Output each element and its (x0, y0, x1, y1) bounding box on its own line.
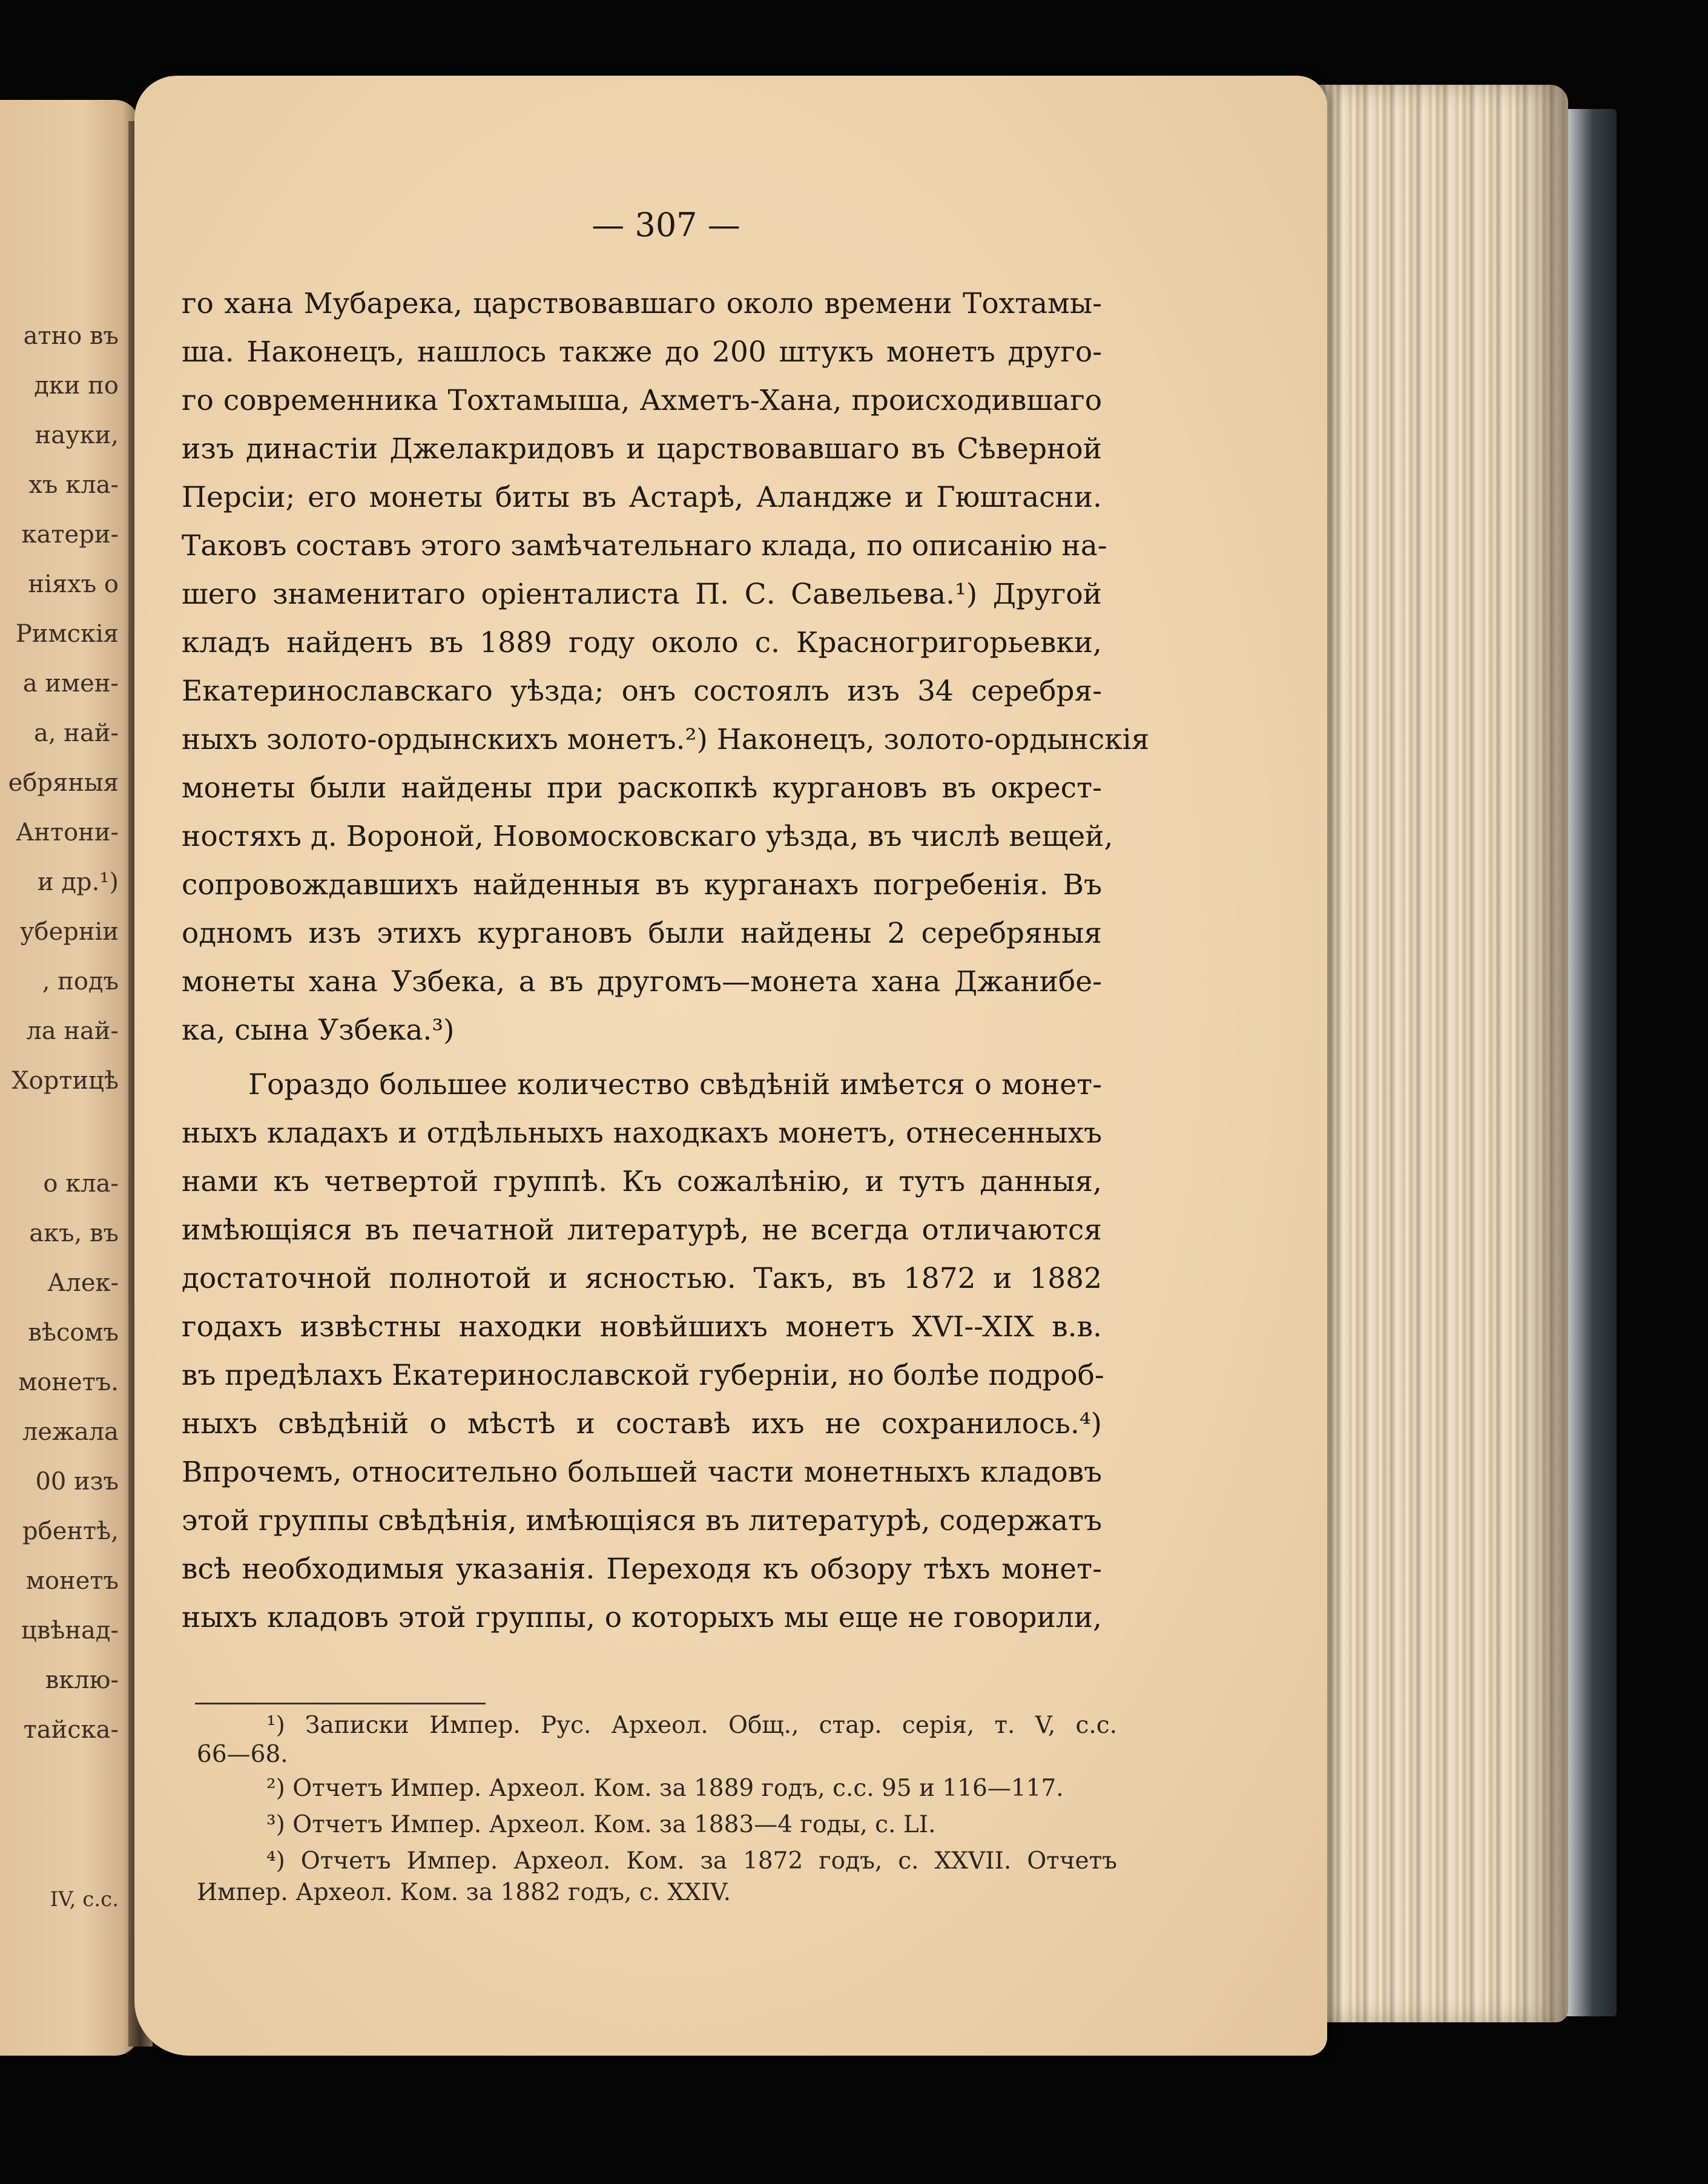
text-line: Екатеринославскаго уѣзда; онъ состоялъ изъ 34 серебря- (182, 675, 1102, 708)
left-page-fragment: вклю- (45, 1666, 119, 1694)
left-page-fragment: о кла- (43, 1170, 119, 1198)
text-line: этой группы свѣдѣнія, имѣющіяся въ литературѣ, содержатъ (182, 1504, 1102, 1537)
left-page-fragment: науки, (35, 421, 119, 449)
left-page-fragment: ніяхъ о (28, 570, 119, 598)
text-line: годахъ извѣстны находки новѣйшихъ монетъ XVI--XIX в.в. (182, 1310, 1102, 1344)
text-line: достаточной полнотой и ясностью. Такъ, въ 1872 и 1882 (182, 1262, 1102, 1295)
text-line: Гораздо большее количество свѣдѣній имѣется о монет- (248, 1068, 1102, 1101)
left-page-fragment: вѣсомъ (28, 1319, 119, 1347)
text-line: кладъ найденъ въ 1889 году около с. Красногригорьевки, (182, 626, 1102, 659)
left-page (0, 100, 139, 2056)
left-page-fragment: лежала (22, 1418, 119, 1446)
page-block-shade (1290, 85, 1568, 2022)
text-line: монеты хана Узбека, а въ другомъ—монета хана Джанибе- (182, 965, 1102, 998)
left-page-fragment: монетъ. (18, 1368, 119, 1396)
footnote-line: ¹) Записки Импер. Рус. Археол. Общ., стар. серія, т. V, с.с. (266, 1712, 1117, 1739)
footnote-line: Импер. Археол. Ком. за 1882 годъ, с. XXIV. (197, 1879, 731, 1906)
left-page-fragment: Антони- (16, 819, 119, 846)
text-line: ка, сына Узбека.³) (182, 1014, 455, 1047)
text-line: го хана Мубарека, царствовавшаго около времени Тохтамы- (182, 287, 1102, 320)
text-line: нами къ четвертой группѣ. Къ сожалѣнію, и тутъ данныя, (182, 1165, 1102, 1198)
left-page-fragment: уберніи (19, 918, 119, 946)
left-page-fragment: дки по (34, 372, 119, 400)
left-page-fragment: катери- (21, 521, 119, 549)
left-page-fragment: цвѣнад- (21, 1617, 119, 1645)
text-line: имѣющіяся въ печатной литературѣ, не всегда отличаются (182, 1213, 1102, 1247)
left-page-fragment: , подъ (42, 968, 119, 995)
left-page-fragment: монетъ (25, 1567, 119, 1595)
text-line: Персіи; его монеты биты въ Астарѣ, Аландже и Гюштасни. (182, 481, 1102, 514)
text-line: ша. Наконецъ, нашлось также до 200 штукъ монетъ друго- (182, 335, 1102, 369)
text-line: одномъ изъ этихъ кургановъ были найдены 2 серебряныя (182, 917, 1102, 950)
text-line: въ предѣлахъ Екатеринославской губерніи, но болѣе подроб- (182, 1359, 1104, 1392)
text-line: ныхъ кладахъ и отдѣльныхъ находкахъ монетъ, отнесенныхъ (182, 1117, 1102, 1150)
text-line: всѣ необходимыя указанія. Переходя къ обзору тѣхъ монет- (182, 1552, 1102, 1586)
left-page-fragment: IV, с.с. (50, 1887, 119, 1912)
text-line: ностяхъ д. Вороной, Новомосковскаго уѣзда, въ числѣ вещей, (182, 820, 1113, 853)
left-page-fragment: ебряныя (8, 769, 119, 797)
footnote-rule (195, 1703, 486, 1704)
text-line: сопровождавшихъ найденныя въ курганахъ погребенія. Въ (182, 868, 1102, 902)
footnote-line: ³) Отчетъ Импер. Археол. Ком. за 1883—4 годы, с. LI. (266, 1811, 936, 1838)
text-line: шего знаменитаго оріенталиста П. С. Савельева.¹) Другой (182, 578, 1102, 611)
left-page-fragment: Хортицѣ (12, 1067, 119, 1095)
left-page-fragment: а имен- (22, 670, 119, 698)
left-page-fragment: Римскія (15, 620, 119, 648)
page-number: — 307 — (592, 206, 740, 244)
footnote-line: 66—68. (197, 1741, 288, 1768)
footnote-line: ⁴) Отчетъ Импер. Археол. Ком. за 1872 годъ, с. XXVII. Отчетъ (266, 1847, 1117, 1875)
left-page-fragment: 00 изъ (35, 1468, 119, 1496)
left-page-fragment: атно въ (23, 322, 119, 350)
text-line: ныхъ золото-ордынскихъ монетъ.²) Наконецъ, золото-ордынскія (182, 723, 1150, 756)
text-line: Впрочемъ, относительно большей части монетныхъ кладовъ (182, 1456, 1102, 1489)
text-line: Таковъ составъ этого замѣчательнаго клада, по описанію на- (182, 529, 1107, 562)
left-page-fragment: тайска- (23, 1716, 119, 1744)
left-page-fragment: Алек- (47, 1269, 119, 1297)
footnote-line: ²) Отчетъ Импер. Археол. Ком. за 1889 годъ, с.с. 95 и 116—117. (266, 1775, 1064, 1802)
left-page-fragment: хъ кла- (28, 471, 119, 499)
text-line: монеты были найдены при раскопкѣ кургановъ въ окрест- (182, 771, 1102, 805)
left-page-fragment: ла най- (26, 1017, 119, 1045)
text-line: изъ династіи Джелакридовъ и царствовавшаго въ Сѣверной (182, 432, 1102, 466)
left-page-fragment: а, най- (34, 719, 119, 747)
left-page-fragment: и др.¹) (38, 868, 119, 896)
left-page-fragment: рбентѣ, (22, 1517, 119, 1545)
text-line: ныхъ свѣдѣній о мѣстѣ и составѣ ихъ не сохранилось.⁴) (182, 1407, 1102, 1440)
text-line: ныхъ кладовъ этой группы, о которыхъ мы еще не говорили, (182, 1601, 1102, 1634)
text-line: го современника Тохтамыша, Ахметъ-Хана, происходившаго (182, 384, 1102, 417)
left-page-fragment: акъ, въ (29, 1219, 119, 1247)
